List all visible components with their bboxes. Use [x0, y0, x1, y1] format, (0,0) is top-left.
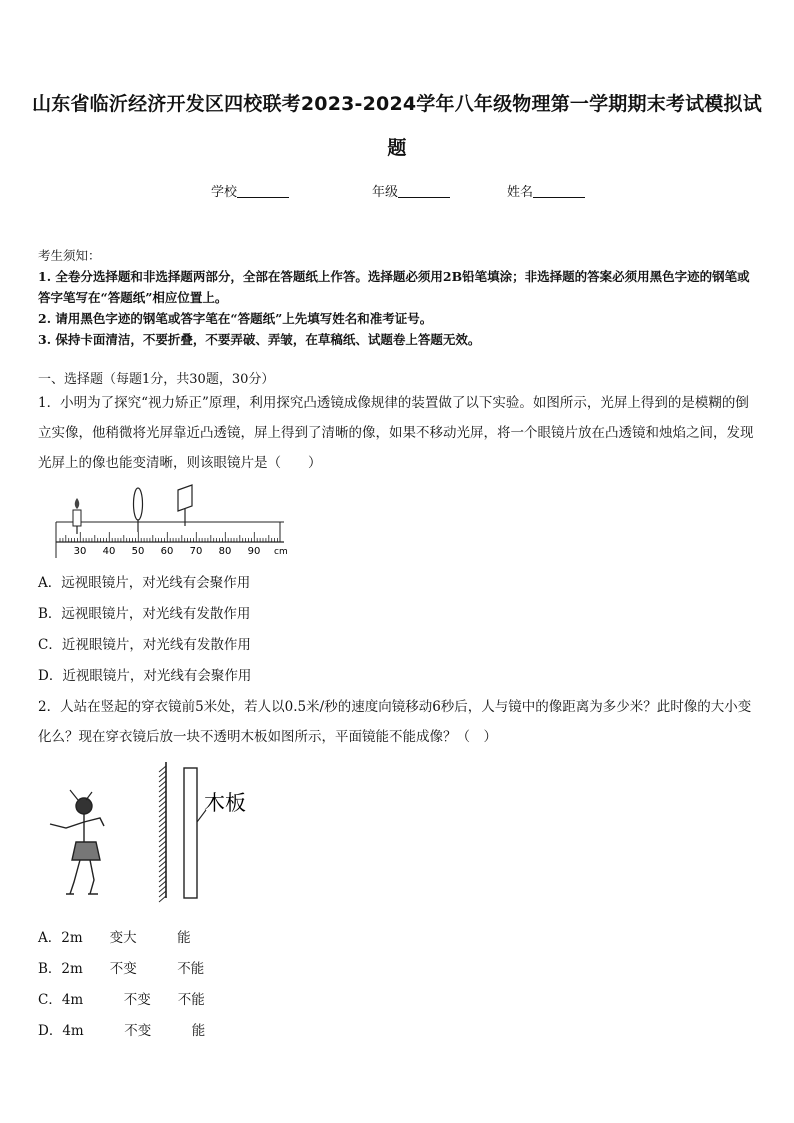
mirror-hatch-line: [159, 846, 166, 852]
mirror-board-figure: [40, 762, 270, 904]
q1-option-a[interactable]: A．远视眼镜片，对光线有会聚作用: [38, 575, 251, 591]
mirror-hatch-line: [159, 871, 166, 877]
q1-option-b[interactable]: B．远视眼镜片，对光线有发散作用: [38, 606, 251, 622]
q2-option-a[interactable]: A．2m 变大 能: [38, 930, 191, 946]
notice-item-1: 1. 全卷分选择题和非选择题两部分，全部在答题纸上作答。选择题必须用2B铅笔填涂；非选择题的答案必须用黑色字迹的钢笔或答字笔写在“答题纸”相应位置上。: [38, 269, 750, 305]
mirror-hatch-line: [159, 801, 166, 807]
q2-option-d[interactable]: D．4m 不变 能: [38, 1023, 206, 1039]
grade-label: 年级: [372, 185, 399, 200]
school-label: 学校: [211, 185, 238, 200]
board-label: 木板: [204, 791, 246, 815]
mirror-hatch-line: [159, 866, 166, 872]
mirror-hatch-line: [159, 816, 166, 822]
school-blank[interactable]: [237, 185, 289, 198]
grade-field[interactable]: [372, 181, 450, 200]
page-title: 山东省临沂经济开发区四校联考2023-2024学年八年级物理第一学期期末考试模拟试题: [32, 93, 762, 159]
exam-notice: [38, 245, 758, 350]
school-field[interactable]: [211, 181, 289, 200]
mirror-hatch-line: [159, 881, 166, 887]
notice-item-2: 2. 请用黑色字迹的钢笔或答字笔在“答题纸”上先填写姓名和准考证号。: [38, 311, 433, 326]
optical-bench-figure: [52, 484, 292, 562]
mirror-hatch-line: [159, 786, 166, 792]
mirror-hatch-line: [159, 811, 166, 817]
mirror-hatch-line: [159, 841, 166, 847]
mirror-hatch-line: [159, 886, 166, 892]
mirror-hatch-line: [159, 876, 166, 882]
mirror-hatch-line: [159, 821, 166, 827]
mirror-hatch-line: [159, 856, 166, 862]
mirror-hatch-line: [159, 851, 166, 857]
name-blank[interactable]: [533, 185, 585, 198]
mirror-hatch-line: [159, 771, 166, 777]
ruler-label-40: 40: [102, 546, 116, 557]
notice-item-3: 3. 保持卡面清洁，不要折叠，不要弄破、弄皱，在草稿纸、试题卷上答题无效。: [38, 332, 481, 347]
q2-option-b[interactable]: B．2m 不变 不能: [38, 961, 205, 977]
ruler-ticks: [60, 532, 278, 542]
mirror-hatch-line: [159, 806, 166, 812]
ruler-label-70: 70: [189, 546, 203, 557]
candle-icon: [73, 498, 81, 534]
mirror-hatch-line: [159, 831, 166, 837]
mirror-hatch-line: [159, 826, 166, 832]
mirror-hatch-line: [159, 836, 166, 842]
q2-option-c[interactable]: C．4m 不变 不能: [38, 992, 205, 1008]
q1-option-c[interactable]: C．近视眼镜片，对光线有发散作用: [38, 637, 251, 653]
ruler-label-30: 30: [73, 546, 87, 557]
q1-option-d[interactable]: D．近视眼镜片，对光线有会聚作用: [38, 668, 252, 684]
section-title: 一、选择题（每题1分，共30题，30分）: [38, 372, 275, 387]
mirror-hatch-line: [159, 896, 166, 902]
ruler-labels: [74, 546, 288, 557]
mirror-hatch-line: [159, 891, 166, 897]
name-label: 姓名: [507, 185, 534, 200]
mirror-hatch-line: [159, 776, 166, 782]
grade-blank[interactable]: [398, 185, 450, 198]
question-1-text: 1．小明为了探究“视力矫正”原理，利用探究凸透镜成像规律的装置做了以下实验。如图所示，光屏上得到的是模糊的倒立实像，他稍微将光屏靠近凸透镜，屏上得到了清晰的像，如果不移动光屏，将一个眼镜片放在凸透镜和烛焰之间，发现光屏上的像也能变清晰，则该眼镜片是（ ）: [38, 395, 754, 471]
ruler-label-50: 50: [131, 546, 145, 557]
person-icon: [50, 790, 104, 894]
notice-heading: 考生须知：: [38, 248, 101, 263]
light-screen-icon: [178, 485, 192, 526]
mirror-hatch-line: [159, 781, 166, 787]
name-field[interactable]: [507, 181, 585, 200]
ruler-label-90: 90: [247, 546, 261, 557]
convex-lens-icon: [134, 488, 143, 532]
question-2-text: 2．人站在竖起的穿衣镜前5米处，若人以0.5米/秒的速度向镜移动6秒后，人与镜中的像距离为多少米？此时像的大小变化么？现在穿衣镜后放一块不透明木板如图所示，平面镜能不能成像？（ ）: [38, 699, 752, 745]
mirror-hatch-line: [159, 796, 166, 802]
ruler-unit: cm: [274, 547, 288, 557]
mirror-hatch-line: [159, 861, 166, 867]
mirror-icon: [159, 762, 166, 902]
ruler-label-60: 60: [160, 546, 174, 557]
wooden-board-icon: [184, 768, 206, 898]
mirror-hatch-line: [159, 791, 166, 797]
ruler-label-80: 80: [218, 546, 232, 557]
mirror-hatch-line: [159, 766, 166, 772]
